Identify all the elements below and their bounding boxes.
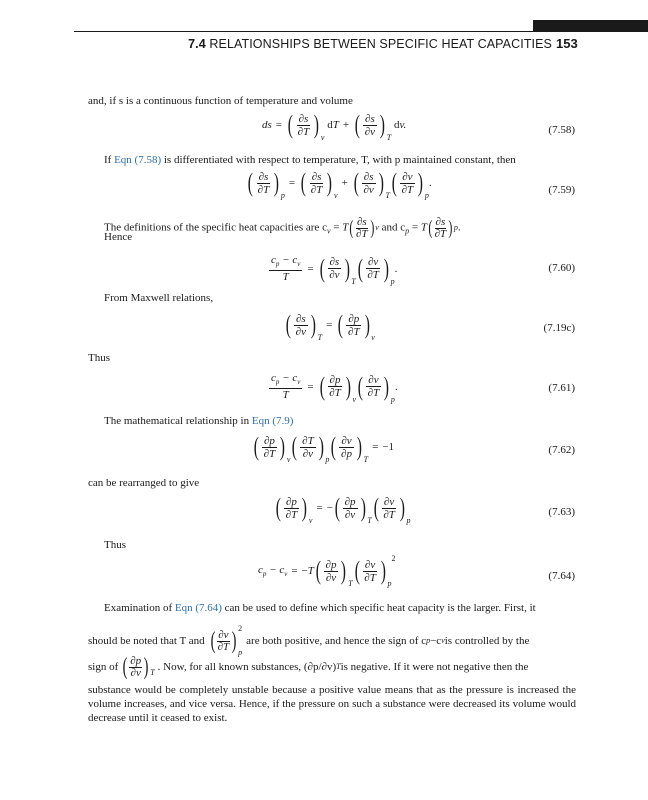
paragraph-hence: Hence (104, 231, 133, 243)
equation-number-7-63: (7.63) (548, 506, 575, 518)
equation-number-7-19c: (7.19c) (543, 322, 575, 334)
header-rule (74, 31, 648, 32)
paragraph-thus-2: Thus (104, 539, 126, 551)
equation-number-7-59: (7.59) (548, 184, 575, 196)
section-number: 7.4 (188, 37, 206, 51)
header-bar (533, 20, 648, 31)
paragraph-sign: sign of ( $\frac{\partial p}{\partial v}$ ) $_T$ . Now, for all known substances, (∂p/∂v) T is negative. If it were not negative then the (88, 654, 529, 680)
paragraph-differentiate: If Eqn (7.58) is differentiated with respect to temperature, T, with p maintained constant, then (104, 154, 516, 166)
paragraph-unstable: substance would be completely unstable because a positive value means that as the pressure is increased the volume increases, and vice versa. Hence, if the pressure on such a substance were decreased its volume would decrease until it ceased to exist. (88, 684, 576, 724)
paragraph-rearranged: can be rearranged to give (88, 477, 200, 489)
paragraph-examination: Examination of Eqn (7.64) can be used to define which specific heat capacity is the larger. First, it (104, 602, 536, 614)
equation-7-58: ds = ( $\frac{\partial s}{\partial T}$ ) v d T + ( $\frac{\partial s}{\partial v}$ ) T d v. (262, 110, 407, 142)
equation-number-7-60: (7.60) (548, 262, 575, 274)
equation-7-19c: ( $\frac{\partial s}{\partial v}$ ) T = ( $\frac{\partial p}{\partial T}$ ) v (285, 310, 375, 342)
equation-number-7-62: (7.62) (548, 444, 575, 456)
paragraph-intro: and, if s is a continuous function of temperature and volume (88, 95, 353, 107)
paragraph-thus-1: Thus (88, 352, 110, 364)
section-title: RELATIONSHIPS BETWEEN SPECIFIC HEAT CAPACITIES (209, 37, 552, 51)
equation-number-7-64: (7.64) (548, 570, 575, 582)
equation-7-61: $\frac{c_p - c_v}{T}$ = ( $\frac{\partial p}{\partial T}$ ) v ( $\frac{\partial v}{\partial T}$ ) p . (271, 371, 398, 404)
equation-7-63: ( $\frac{\partial p}{\partial T}$ ) v = − ( $\frac{\partial p}{\partial v}$ ) T ( $\frac{\partial v}{\partial T}$ ) p (275, 493, 411, 525)
equation-number-7-61: (7.61) (548, 382, 575, 394)
paragraph-definitions: The definitions of the specific heat capacities are $c_v = T$ ( $\frac{\partial s}{\partial T}$ ) v and $c_p = T$ ( $\frac{\partial s}{\partial T}$ ) p . (104, 215, 461, 240)
equation-7-60: $\frac{c_p - c_v}{T}$ = ( $\frac{\partial s}{\partial v}$ ) T ( $\frac{\partial v}{\partial T}$ ) p . (271, 253, 398, 286)
paragraph-maxwell: From Maxwell relations, (104, 292, 214, 304)
equation-7-64: $c_p - c_v$ = − T ( $\frac{\partial p}{\partial v}$ ) T ( $\frac{\partial v}{\partial T}$ ) p 2 (258, 554, 396, 588)
link-eqn-7-9[interactable]: Eqn (7.9) (251, 415, 294, 427)
link-eqn-7-58[interactable]: Eqn (7.58) (114, 154, 162, 166)
equation-7-62: ( $\frac{\partial p}{\partial T}$ ) v ( $\frac{\partial T}{\partial v}$ ) p ( $\frac{\partial v}{\partial p}$ ) T = −1 (253, 432, 395, 464)
equation-number-7-58: (7.58) (548, 124, 575, 136)
equation-7-59: ( $\frac{\partial s}{\partial T}$ ) p = ( $\frac{\partial s}{\partial T}$ ) v + ( $\frac{\partial s}{\partial v}$ ) T ( $\frac{\partial v}{\partial T}$ ) p . (247, 168, 432, 200)
paragraph-mathematical: The mathematical relationship in Eqn (7.9) (104, 415, 294, 427)
link-eqn-7-64[interactable]: Eqn (7.64) (174, 602, 222, 614)
page-number: 153 (556, 36, 578, 51)
running-header (70, 37, 552, 51)
paragraph-noted: should be noted that T and ( $\frac{\partial v}{\partial T}$ ) 2 p are both positive, and hence the sign of c p −c v is controlled by the (88, 624, 530, 657)
